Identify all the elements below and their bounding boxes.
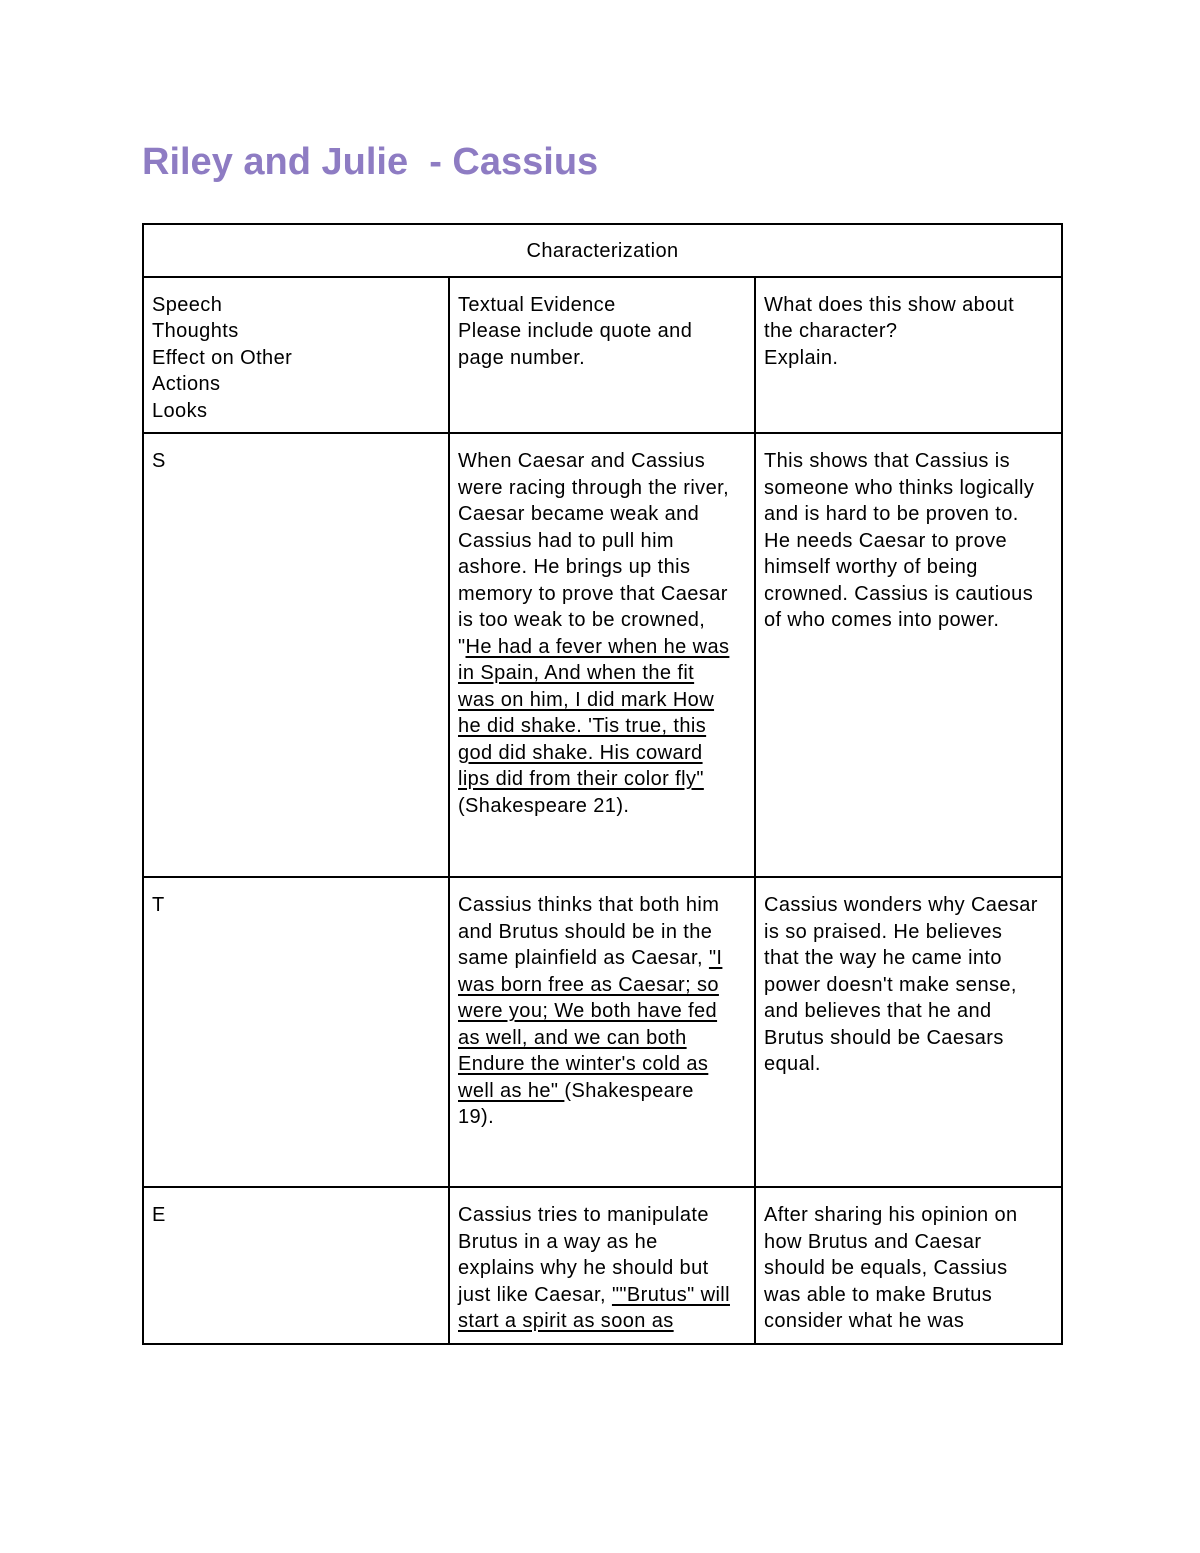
- citation: 19).: [458, 1106, 495, 1128]
- category-labels-cell: [143, 277, 449, 434]
- explanation-line: someone who thinks logically: [764, 476, 1035, 499]
- quote-text: was on him, I did mark How: [458, 688, 715, 711]
- quote-text: were you; We both have fed: [458, 1000, 718, 1022]
- table-row-speech: [143, 433, 1062, 877]
- quote-text: ""Brutus" will: [611, 1283, 730, 1306]
- explanation-line: power doesn't make sense,: [764, 973, 1017, 996]
- quote-text: he did shake. 'Tis true, this: [458, 715, 707, 737]
- explanation-line: Cassius wonders why Caesar: [764, 894, 1038, 916]
- category-label: Speech: [152, 293, 223, 316]
- explanation-line: Brutus should be Caesars: [764, 1026, 1004, 1049]
- evidence-text: same plainfield as Caesar,: [458, 947, 709, 969]
- explanation-line: of who comes into power.: [764, 609, 1000, 631]
- evidence-text-line: Cassius thinks that both him: [458, 894, 720, 916]
- quote-text: lips did from their color fly": [458, 768, 704, 790]
- column-labels-row: [143, 277, 1062, 434]
- quote-text: god did shake. His coward: [458, 741, 703, 764]
- table-row-thoughts: [143, 877, 1062, 1187]
- explanation-line: and is hard to be proven to.: [764, 503, 1019, 525]
- explanation-header-line: the character?: [764, 320, 898, 342]
- row-letter-cell: [143, 433, 449, 877]
- evidence-text-line: were racing through the river,: [458, 476, 730, 499]
- quote-text: in Spain, And when the fit: [458, 662, 695, 684]
- row-letter-cell: [143, 1187, 449, 1344]
- evidence-header-cell: [449, 277, 755, 434]
- quote-text: as well, and we can both: [458, 1026, 687, 1049]
- quote-text: Endure the winter's cold as: [458, 1053, 709, 1075]
- row-letter: S: [152, 450, 166, 472]
- characterization-table: [142, 223, 1063, 1345]
- explanation-header-line: Explain.: [764, 346, 839, 369]
- table-header-cell: [143, 224, 1062, 277]
- explanation-header-line: What does this show about: [764, 293, 1015, 316]
- row-letter: T: [152, 894, 165, 916]
- evidence-text-line: is too weak to be crowned,: [458, 609, 706, 631]
- evidence-text-line: memory to prove that Caesar: [458, 582, 728, 605]
- explanation-line: This shows that Cassius is: [764, 450, 1011, 472]
- evidence-header-line: Please include quote and: [458, 320, 693, 342]
- table-header-row: [143, 224, 1062, 277]
- quote-text: was born free as Caesar; so: [458, 973, 719, 996]
- evidence-cell: [449, 1187, 755, 1344]
- category-label: Looks: [152, 399, 208, 422]
- evidence-mixed-line: [458, 1282, 746, 1309]
- category-label: Actions: [152, 373, 221, 395]
- row-letter: E: [152, 1204, 166, 1226]
- explanation-line: should be equals, Cassius: [764, 1257, 1008, 1279]
- evidence-text-line: Brutus in a way as he: [458, 1230, 658, 1253]
- quote-text: "I: [708, 947, 723, 969]
- explanation-line: crowned. Cassius is cautious: [764, 582, 1034, 605]
- explanation-line: is so praised. He believes: [764, 920, 1003, 943]
- evidence-text-line: Cassius tries to manipulate: [458, 1204, 709, 1226]
- explanation-line: that the way he came into: [764, 947, 1002, 969]
- explanation-cell: [755, 877, 1062, 1187]
- citation: (Shakespeare 21).: [458, 794, 630, 817]
- explanation-header-cell: [755, 277, 1062, 434]
- explanation-line: and believes that he and: [764, 1000, 992, 1022]
- quote-open-mark: ": [458, 635, 466, 658]
- quote-text: well as he": [458, 1079, 565, 1102]
- evidence-text-line: and Brutus should be in the: [458, 920, 713, 943]
- category-label: Thoughts: [152, 320, 239, 342]
- evidence-text-line: ashore. He brings up this: [458, 556, 691, 578]
- category-label: Effect on Other: [152, 346, 293, 369]
- explanation-line: how Brutus and Caesar: [764, 1230, 982, 1253]
- table-row-effect: [143, 1187, 1062, 1344]
- evidence-text-line: Caesar became weak and: [458, 503, 700, 525]
- explanation-cell: [755, 1187, 1062, 1344]
- evidence-cell: [449, 877, 755, 1187]
- citation: (Shakespeare: [564, 1079, 694, 1102]
- explanation-line: consider what he was: [764, 1310, 965, 1332]
- evidence-text-line: When Caesar and Cassius: [458, 450, 706, 472]
- explanation-line: He needs Caesar to prove: [764, 529, 1008, 552]
- evidence-header-line: page number.: [458, 346, 586, 369]
- evidence-quote-line: [458, 634, 746, 661]
- document-title: Riley and Julie - Cassius: [142, 141, 599, 183]
- table-header-label: Characterization: [526, 240, 679, 262]
- quote-text: He had a fever when he was: [465, 635, 730, 658]
- evidence-mixed-line: [458, 945, 746, 972]
- explanation-cell: [755, 433, 1062, 877]
- evidence-text: just like Caesar,: [458, 1283, 612, 1306]
- evidence-text-line: explains why he should but: [458, 1257, 709, 1279]
- evidence-header-line: Textual Evidence: [458, 293, 616, 316]
- evidence-mixed-line: [458, 1078, 746, 1105]
- explanation-line: After sharing his opinion on: [764, 1204, 1018, 1226]
- row-letter-cell: [143, 877, 449, 1187]
- evidence-text-line: Cassius had to pull him: [458, 529, 674, 552]
- explanation-line: was able to make Brutus: [764, 1283, 993, 1306]
- explanation-line: himself worthy of being: [764, 556, 978, 578]
- quote-text: start a spirit as soon as: [458, 1310, 674, 1332]
- explanation-line: equal.: [764, 1053, 821, 1075]
- evidence-cell: [449, 433, 755, 877]
